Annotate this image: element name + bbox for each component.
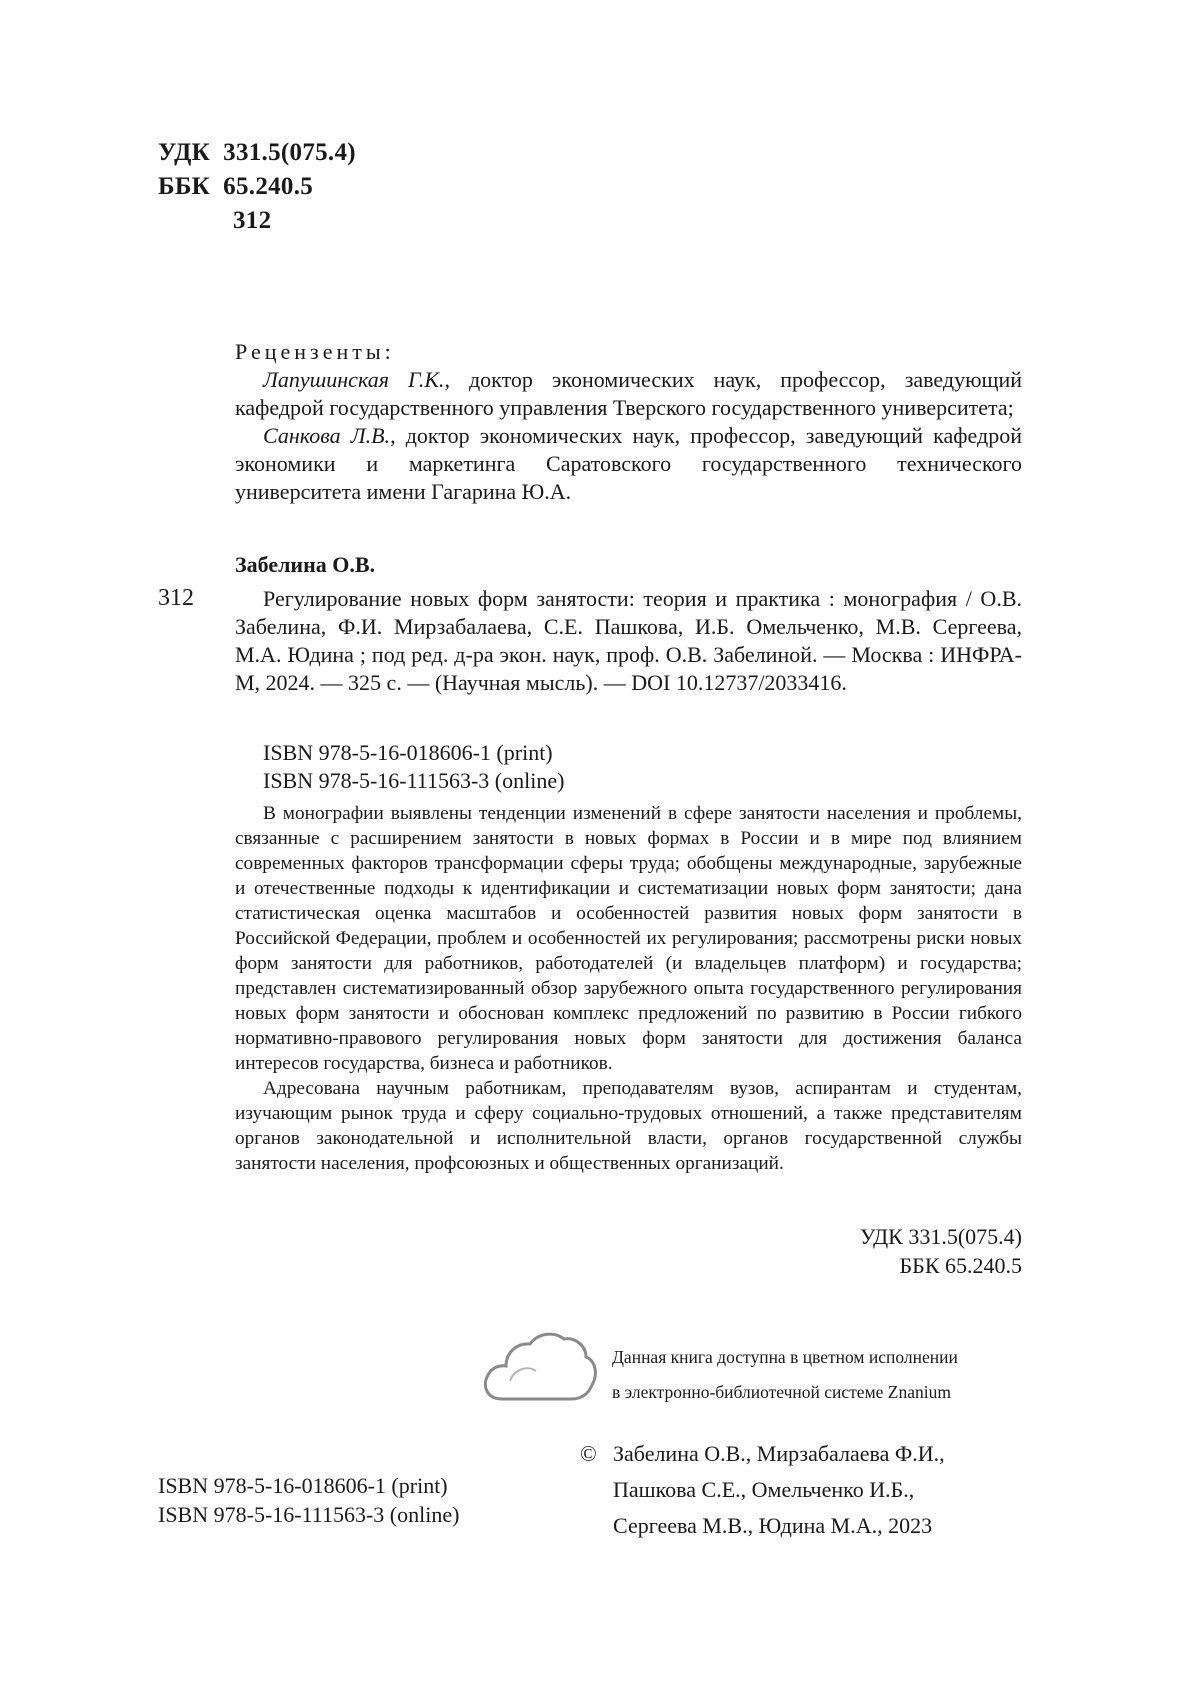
reviewer-2: [235, 422, 1022, 506]
abstract-paragraph-2: Адресована научным работникам, преподавателям вузов, аспирантам и студентам, изучающим рынок труда и сферу социально-трудовых отношений, а также представителям органов законодательной и исполнительной власти, органов государственной службы занятости населения, профсоюзных и общественных организаций.: [235, 1078, 1022, 1174]
author-mark: 312: [233, 207, 272, 234]
copyright-symbol: ©: [580, 1441, 597, 1466]
isbn-print: ISBN 978-5-16-018606-1 (print): [263, 740, 553, 765]
bottom-isbn-print: ISBN 978-5-16-018606-1 (print): [158, 1473, 448, 1498]
bottom-isbn: [158, 1471, 459, 1529]
znanium-note: [612, 1340, 958, 1410]
znanium-line-2: в электронно-библиотечной системе Znanium: [612, 1382, 951, 1402]
record-author: Забелина О.В.: [235, 552, 376, 577]
copyright-block: [580, 1436, 945, 1544]
udk-code: УДК 331.5(075.4): [158, 139, 356, 166]
description-text: Регулирование новых форм занятости: теория и практика : монография / О.В. Забелина, Ф.И. Мирзабалаева, С.Е. Пашкова, И.Б. Омельченко, М.В. Сергеева, М.А. Юдина ; под ред. д-ра экон. наук, проф. О.В. Забелиной. — Москва : ИНФРА-М, 2024. — 325 с. — (Научная мысль). — DOI 10.12737/2033416.: [235, 586, 1022, 695]
isbn-online: ISBN 978-5-16-111563-3 (online): [263, 768, 565, 793]
bibliographic-description: [235, 585, 1022, 697]
classification-block: [158, 136, 356, 238]
abstract: [235, 801, 1022, 1176]
reviewer-2-name: Санкова Л.В.: [263, 423, 391, 448]
bottom-classification: [860, 1222, 1022, 1280]
bottom-isbn-online: ISBN 978-5-16-111563-3 (online): [158, 1502, 460, 1527]
bottom-bbk: ББК 65.240.5: [899, 1253, 1022, 1278]
reviewer-1-text: , доктор экономических наук, профессор, заведующий кафедрой государственного управления Тверского государственного университета;: [235, 367, 1022, 420]
znanium-line-1: Данная книга доступна в цветном исполнении: [612, 1347, 958, 1367]
reviewers-section: [235, 338, 1022, 506]
abstract-paragraph-1: В монографии выявлены тенденции изменений в сфере занятости населения и проблемы, связанные с расширением занятости в новых формах в России и в мире под влиянием современных факторов трансформации сферы труда; обобщены международные, зарубежные и отечественные подходы к идентификации и систематизации новых форм занятости; дана статистическая оценка масштабов и особенностей развития новых форм занятости в Российской Федерации, проблем и особенностей их регулирования; рассмотрены риски новых форм занятости для работников, работодателей (и владельцев платформ) и государства; представлен систематизированный обзор зарубежного опыта государственного регулирования новых форм занятости и обоснован комплекс предложений по развитию в России гибкого нормативно-правового регулирования новых форм занятости для достижения баланса интересов государства, бизнеса и работников.: [235, 803, 1022, 1074]
copyright-line-3: Сергеева М.В., Юдина М.А., 2023: [613, 1513, 933, 1538]
record-isbn: [263, 739, 564, 795]
reviewer-1-name: Лапушинская Г.К.: [263, 367, 445, 392]
reviewer-2-text: , доктор экономических наук, профессор, заведующий кафедрой экономики и маркетинга Саратовского государственного технического университета имени Гагарина Ю.А.: [235, 423, 1022, 504]
reviewers-heading: Рецензенты:: [235, 339, 395, 364]
bbk-code: ББК 65.240.5: [158, 173, 314, 200]
copyright-line-2: Пашкова С.Е., Омельченко И.Б.,: [613, 1477, 915, 1502]
cutter-number: 312: [158, 585, 194, 611]
copyright-line-1: Забелина О.В., Мирзабалаева Ф.И.,: [613, 1441, 945, 1466]
bottom-udk: УДК 331.5(075.4): [859, 1224, 1022, 1249]
reviewer-1: [235, 366, 1022, 422]
cloud-icon: [480, 1325, 598, 1405]
